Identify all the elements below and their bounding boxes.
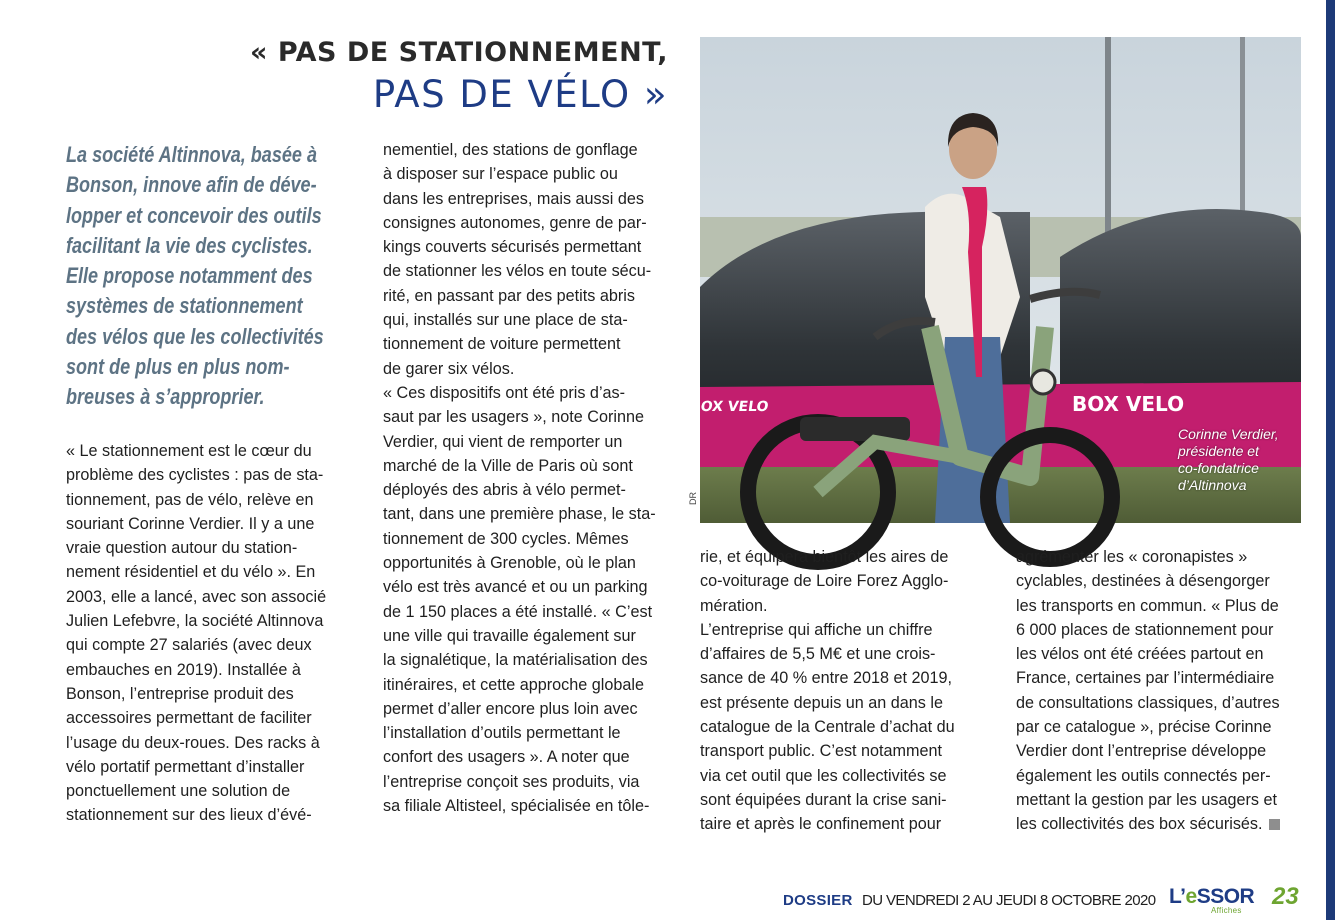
body-line: de 1 150 places a été installé. « C’est: [383, 602, 653, 621]
lead-paragraph: [66, 140, 366, 413]
body-line: co-voiturage de Loire Forez Agglo-: [700, 572, 949, 591]
headline-line-1: « PAS DE STATIONNEMENT,: [249, 37, 668, 68]
body-line: transport public. C’est notamment: [700, 742, 943, 761]
body-line: tionnement de 300 cycles. Mêmes: [383, 529, 629, 548]
body-line: opportunités à Grenoble, où le plan: [383, 554, 636, 573]
caption-line: d’Altinnova: [1178, 477, 1247, 493]
body-line: cyclables, destinées à désengorger: [1016, 572, 1270, 591]
body-line: sance de 40 % entre 2018 et 2019,: [700, 669, 952, 688]
footer-issue-date: DU VENDREDI 2 AU JEUDI 8 OCTOBRE 2020: [862, 892, 1156, 909]
logo-subtitle: Affiches: [1211, 906, 1242, 915]
body-line: rie, et équipera bientôt les aires de: [700, 548, 949, 566]
body-line: d’affaires de 5,5 M€ et une crois-: [700, 645, 936, 664]
body-line: problème des cyclistes : pas de sta-: [66, 466, 324, 485]
body-line: « Ces dispositifs ont été pris d’as-: [383, 383, 626, 402]
logo-e: e: [1185, 885, 1197, 908]
body-line: vélo est très avancé et ou un parking: [383, 578, 648, 597]
body-line: catalogue de la Centrale d’achat du: [700, 718, 955, 737]
body-line: de garer six vélos.: [383, 359, 515, 378]
body-line: les transports en commun. « Plus de: [1016, 596, 1279, 615]
caption-line: co-fondatrice: [1178, 460, 1259, 476]
body-line: 2003, elle a lancé, avec son associé: [66, 587, 327, 606]
body-line: vélo portatif permettant d’installer: [66, 757, 305, 776]
body-line: sa filiale Altisteel, spécialisée en tôle-: [383, 797, 650, 816]
logo-rest: SSOR: [1196, 885, 1255, 908]
body-line: Verdier, qui vient de remporter un: [383, 432, 623, 451]
headline-line-2: PAS DE VÉLO »: [372, 73, 668, 116]
photo-credit: DR: [688, 492, 698, 505]
body-line: qui compte 27 salariés (avec deux: [66, 636, 312, 655]
body-line: tant, dans une première phase, le sta-: [383, 505, 656, 524]
body-column-1: [66, 439, 356, 828]
photo-sign-right: BOX VELO: [1072, 392, 1185, 416]
body-line: déployés des abris à vélo permet-: [383, 481, 626, 500]
body-line: souriant Corinne Verdier. Il y a une: [66, 514, 315, 533]
body-line: ponctuellement une solution de: [66, 782, 291, 801]
headline: [140, 36, 668, 118]
lead-line: La société Altinnova, basée à: [66, 142, 317, 167]
body-line: L’entreprise qui affiche un chiffre: [700, 620, 933, 639]
photo-caption: [1178, 426, 1298, 494]
lead-line: systèmes de stationnement: [66, 293, 303, 319]
body-line: Julien Lefebvre, la société Altinnova: [66, 612, 324, 631]
body-line: « Le stationnement est le cœur du: [66, 442, 312, 460]
lead-line: lopper et concevoir des outils: [66, 202, 322, 228]
body-line: par ce catalogue », précise Corinne: [1016, 718, 1272, 737]
page-number: 23: [1272, 883, 1299, 910]
body-column-2: [383, 138, 671, 818]
body-line: tionnement de voiture permettent: [383, 335, 621, 354]
body-column-4: [1016, 545, 1306, 837]
body-line: tionnement, pas de vélo, relève en: [66, 490, 314, 509]
body-line: embauches en 2019). Installée à: [66, 660, 301, 679]
body-line: la signalétique, la matérialisation des: [383, 651, 648, 670]
caption-line: Corinne Verdier,: [1178, 426, 1279, 442]
body-line: l’usage du deux-roues. Des racks à: [66, 733, 320, 752]
caption-line: présidente et: [1178, 443, 1259, 459]
body-line: qui, installés sur une place de sta-: [383, 311, 628, 330]
body-line: Bonson, l’entreprise produit des: [66, 684, 294, 703]
body-line: kings couverts sécurisés permettant: [383, 238, 642, 257]
body-line: accessoires permettant de faciliter: [66, 709, 312, 728]
body-line: sont équipées durant la crise sani-: [700, 790, 947, 809]
body-line: saut par les usagers », note Corinne: [383, 408, 644, 427]
body-line: également les outils connectés per-: [1016, 766, 1271, 785]
body-line: consignes autonomes, genre de par-: [383, 213, 647, 232]
end-of-article-square-icon: [1269, 819, 1280, 830]
lead-line: facilitant la vie des cyclistes.: [66, 232, 313, 258]
logo-prefix: L’: [1169, 885, 1186, 908]
footer-section-label: DOSSIER: [783, 892, 853, 909]
lead-line: breuses à s’approprier.: [66, 384, 265, 410]
body-line: mettant la gestion par les usagers et: [1016, 790, 1277, 809]
body-line: nement résidentiel et du vélo ». En: [66, 563, 316, 582]
body-line: itinéraires, et cette approche globale: [383, 675, 644, 694]
body-line: de stationner les vélos en toute sécu-: [383, 262, 652, 281]
body-line-text: les collectivités des box sécurisés.: [1016, 815, 1263, 834]
body-line: marché de la Ville de Paris où sont: [383, 456, 633, 475]
page-edge-bar: [1326, 0, 1335, 920]
body-line: France, certaines par l’intermédiaire: [1016, 669, 1275, 688]
body-line: nementiel, des stations de gonflage: [383, 141, 638, 159]
lead-line: Elle propose notamment des: [66, 263, 313, 289]
body-line: à disposer sur l’espace public ou: [383, 165, 618, 184]
body-line: de consultations classiques, d’autres: [1016, 693, 1280, 712]
body-line: confort des usagers ». A noter que: [383, 748, 630, 767]
body-line: est présente depuis un an dans le: [700, 693, 943, 712]
body-line: l’entreprise conçoit ses produits, via: [383, 772, 640, 791]
lead-line: Bonson, innove afin de déve-: [66, 172, 317, 198]
body-line: vraie question autour du station-: [66, 539, 298, 558]
body-line: stationnement sur des lieux d’évé-: [66, 806, 312, 825]
page-footer: [783, 883, 1313, 916]
photo-sign-left: BOX VELO: [688, 399, 770, 415]
body-line: Verdier dont l’entreprise développe: [1016, 742, 1267, 761]
body-line: une ville qui travaille également sur: [383, 626, 636, 645]
lead-line: sont de plus en plus nom-: [66, 354, 290, 380]
body-line: [1016, 812, 1306, 836]
body-line: les vélos ont été créées partout en: [1016, 645, 1264, 664]
body-column-3: [700, 545, 990, 837]
body-line: permet d’aller encore plus loin avec: [383, 699, 638, 718]
lead-line: des vélos que les collectivités: [66, 323, 324, 349]
body-line: taire et après le confinement pour: [700, 815, 942, 834]
body-line: dans les entreprises, mais aussi des: [383, 189, 644, 208]
body-line: l’installation d’outils permettant le: [383, 724, 621, 743]
body-line: via cet outil que les collectivités se: [700, 766, 947, 785]
body-line: rité, en passant par des petits abris: [383, 286, 635, 305]
body-line: agrémenter les « coronapistes »: [1016, 548, 1248, 566]
body-line: mération.: [700, 596, 768, 615]
body-line: 6 000 places de stationnement pour: [1016, 620, 1274, 639]
